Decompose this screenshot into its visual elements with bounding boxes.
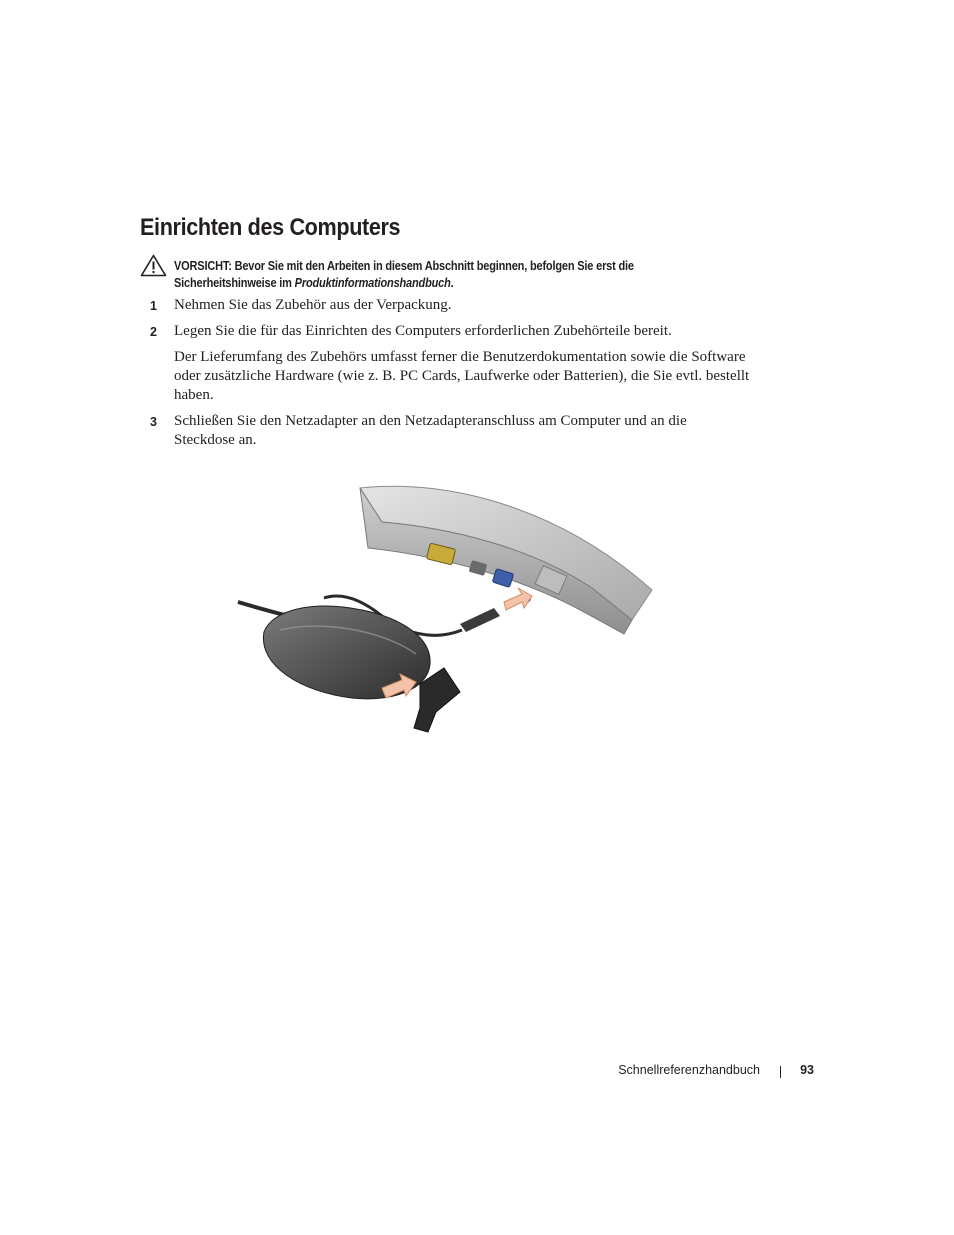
caution-text [174,258,720,292]
caution-label: VORSICHT: [174,259,232,273]
step-number: 3 [150,415,157,429]
footer-separator [780,1066,781,1078]
step-text: Legen Sie die für das Einrichten des Computers erforderlichen Zubehörteile bereit. [174,323,672,339]
step-detail: Der Lieferumfang des Zubehörs umfasst ferner die Benutzerdokumentation sowie die Software oder zusätzliche Hardware (wie z. B. PC Cards, Laufwerke oder Batterien), die Sie evtl. bestellt haben. [174,349,750,403]
caution-end: . [450,276,454,290]
caution-message: Bevor Sie mit den Arbeiten in diesem Abschnitt beginnen, befolgen Sie erst die Sicherheitshinweise im [174,259,634,290]
page-number: 93 [800,1063,814,1077]
section-heading: Einrichten des Computers [140,214,401,241]
step-3 [150,412,734,450]
step-text: Nehmen Sie das Zubehör aus der Verpackung. [174,297,452,313]
footer-title: Schnellreferenzhandbuch [618,1063,760,1077]
step-number: 2 [150,325,157,339]
step-number: 1 [150,299,157,313]
warning-triangle-icon [140,254,167,277]
caution-reference: Produktinformationshandbuch [294,276,451,290]
ac-adapter-illustration [232,470,672,745]
step-1 [150,296,452,315]
step-text: Schließen Sie den Netzadapter an den Netzadapteranschluss am Computer und an die Steckdose an. [174,413,687,448]
page-footer [560,1061,814,1081]
step-2 [150,322,754,405]
